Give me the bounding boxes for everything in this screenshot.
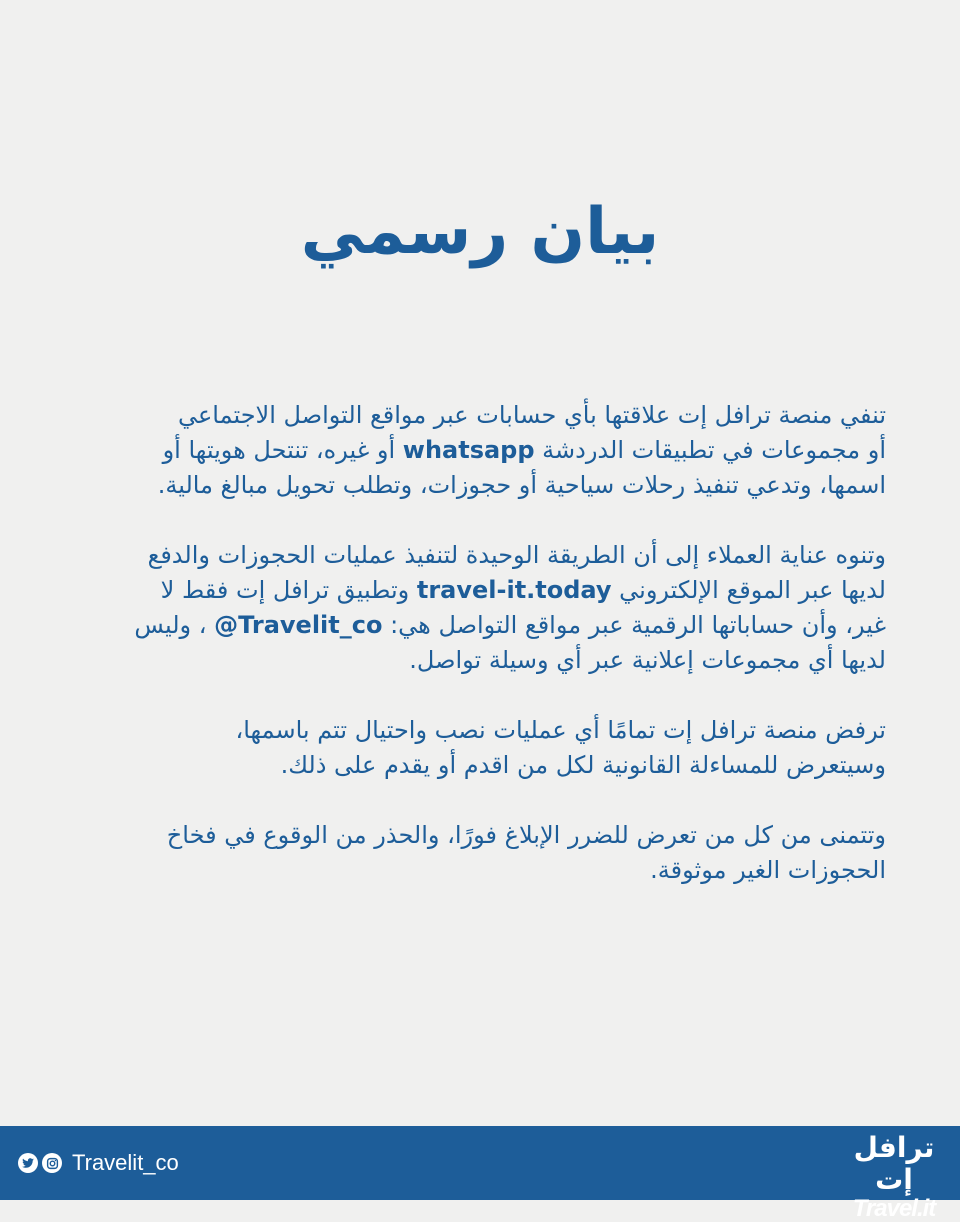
paragraph-line: ترفض منصة ترافل إت تمامًا أي عمليات نصب واحتيال تتم باسمها، [235,716,886,744]
logo-arabic-text: ترافل إت [853,1131,935,1196]
line-text: غير، وأن حساباتها الرقمية عبر مواقع التواصل هي: [382,611,886,639]
paragraph-line: وتنوه عناية العملاء إلى أن الطريقة الوحيدة لتنفيذ عمليات الحجوزات والدفع [147,541,886,569]
paragraph-report-request [76,818,886,888]
paragraph-line: تنفي منصة ترافل إت علاقتها بأي حسابات عبر مواقع التواصل الاجتماعي [177,401,886,429]
paragraph-line: اسمها، وتدعي تنفيذ رحلات سياحية أو حجوزات، وتطلب تحويل مبالغ مالية. [157,471,886,499]
paragraph-line [76,608,886,643]
website-link[interactable]: travel-it.today [416,576,612,604]
social-links[interactable] [18,1148,179,1178]
line-text: لديها عبر الموقع الإلكتروني [611,576,886,604]
social-handle-mention[interactable]: @Travelit_co [214,611,383,639]
footer-handle[interactable]: Travelit_co [72,1150,179,1175]
paragraph-line: وسيتعرض للمساءلة القانونية لكل من اقدم أو يقدم على ذلك. [280,751,886,779]
footer-bar [0,1126,960,1222]
twitter-icon[interactable] [18,1153,38,1173]
statement-body [76,398,886,923]
instagram-icon[interactable] [42,1153,62,1173]
page-title: بيان رسمي [300,195,660,269]
brand-logo [844,1131,944,1222]
paragraph-line: لديها أي مجموعات إعلانية عبر أي وسيلة تواصل. [409,646,886,674]
paragraph-fraud-rejection [76,713,886,783]
line-text: ، وليس [134,611,215,639]
logo-english-text: Travel.it [852,1195,936,1222]
paragraph-line: الحجوزات الغير موثوقة. [650,856,886,884]
paragraph-line: وتتمنى من كل من تعرض للضرر الإبلاغ فورًا، والحذر من الوقوع في فخاخ [166,821,886,849]
paragraph-denial [76,398,886,503]
paragraph-line [76,433,886,468]
line-text: وتطبيق ترافل إت فقط لا [160,576,417,604]
line-text: أو مجموعات في تطبيقات الدردشة [534,436,886,464]
paragraph-line [76,573,886,608]
paragraph-official-channels [76,538,886,678]
whatsapp-mention: whatsapp [402,436,535,464]
line-text: أو غيره، تنتحل هويتها أو [162,436,403,464]
